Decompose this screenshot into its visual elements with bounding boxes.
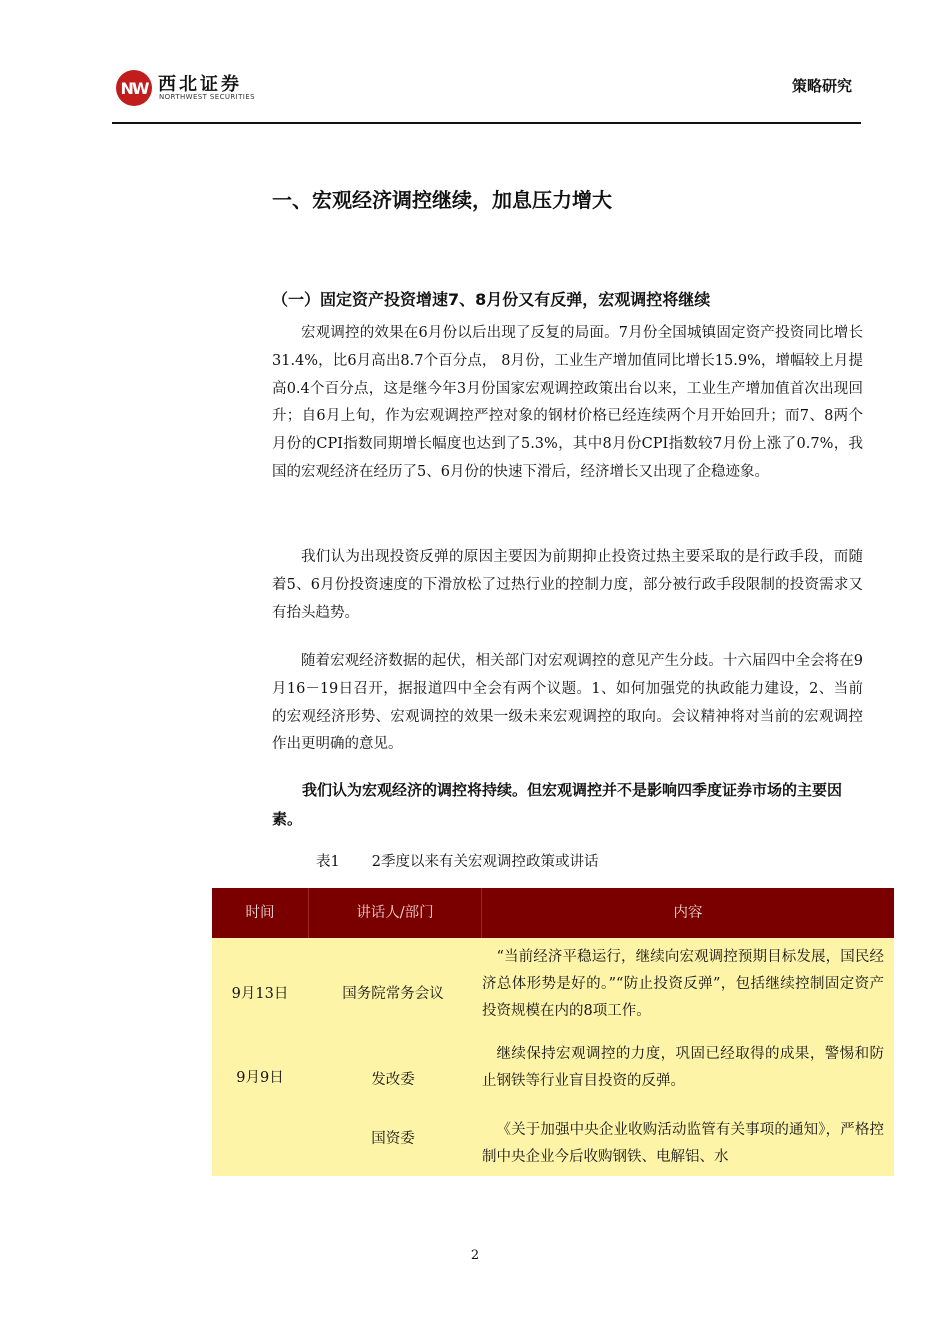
table-header-content: 内容 (673, 905, 703, 921)
company-name-en: NORTHWEST SECURITIES (159, 93, 255, 101)
table-cell-content: “当前经济平稳运行，继续向宏观调控预期目标发展，国民经济总体形势是好的。”“防止投资反弹”，包括继续控制固定资产投资规模在内的8项工作。 (482, 949, 884, 1019)
conclusion-paragraph: 我们认为宏观经济的调控将持续。但宏观调控并不是影响四季度证券市场的主要因素。 (272, 781, 843, 828)
table-caption-title: 2季度以来有关宏观调控政策或讲话 (371, 854, 599, 870)
table-cell-date: 9月9日 (236, 1070, 284, 1086)
table-header-date: 时间 (245, 905, 275, 921)
table-cell-speaker: 国资委 (371, 1131, 415, 1147)
subsection-heading: （一）固定资产投资增速7、8月份又有反弹，宏观调控将继续 (272, 290, 711, 309)
table-body (212, 938, 894, 1176)
body-paragraph-1: 宏观调控的效果在6月份以后出现了反复的局面。7月份全国城镇固定资产投资同比增长31.4%，比6月高出8.7个百分点， 8月份，工业生产增加值同比增长15.9%，增幅较上月提高0.4个百分点，这是继今年3月份国家宏观调控政策出台以来，工业生产增加值首次出现回升；自6月上旬，作为宏观调控严控对象的钢材价格已经连续两个月开始回升；而7、8两个月份的CPI指数同期增长幅度也达到了5.3%，其中8月份CPI指数较7月份上涨了0.7%，我国的宏观经济在经历了5、6月份的快速下滑后，经济增长又出现了企稳迹象。 (272, 325, 863, 480)
table-cell-speaker: 国务院常务会议 (342, 986, 444, 1002)
page-number: 2 (470, 1248, 480, 1263)
table-cell-date: 9月13日 (231, 986, 289, 1002)
table-cell-content: 《关于加强中央企业收购活动监管有关事项的通知》，严格控制中央企业今后收购钢铁、电解铝、水 (482, 1122, 884, 1165)
table-caption-number: 表1 (316, 854, 340, 870)
body-paragraph-3: 随着宏观经济数据的起伏，相关部门对宏观调控的意见产生分歧。十六届四中全会将在9月16－19日召开，据报道四中全会有两个议题。1、如何加强党的执政能力建设，2、当前的宏观经济形势、宏观调控的效果一级未来宏观调控的取向。会议精神将对当前的宏观调控作出更明确的意见。 (272, 653, 863, 753)
header-divider (112, 122, 861, 124)
table-cell-content: 继续保持宏观调控的力度，巩固已经取得的成果，警惕和防止钢铁等行业盲目投资的反弹。 (482, 1046, 884, 1089)
company-logo-icon: NW (116, 70, 152, 106)
report-section-label: 策略研究 (791, 77, 852, 95)
table-header-row (212, 888, 894, 938)
table-header-speaker: 讲话人/部门 (356, 905, 434, 921)
section-heading: 一、宏观经济调控继续，加息压力增大 (272, 188, 612, 212)
table-caption (316, 850, 598, 871)
table-cell-speaker: 发改委 (371, 1072, 415, 1088)
company-name-cn: 西北证券 (158, 74, 242, 95)
policy-table (212, 888, 894, 1176)
body-paragraph-2: 我们认为出现投资反弹的原因主要因为前期抑止投资过热主要采取的是行政手段，而随着5、6月份投资速度的下滑放松了过热行业的控制力度，部分被行政手段限制的投资需求又有抬头趋势。 (272, 549, 863, 621)
